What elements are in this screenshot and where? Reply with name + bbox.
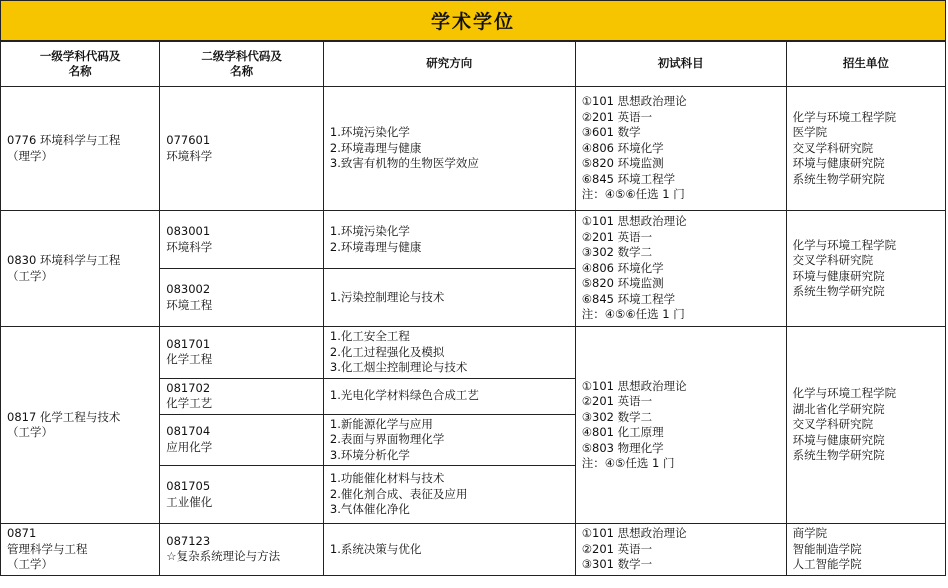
exam-subjects-cell-line: ④806 环境化学: [581, 260, 664, 275]
second-discipline-cell-line: 工业催化: [166, 494, 213, 509]
research-direction-cell-line: 2.催化剂合成、表征及应用: [329, 486, 468, 501]
header-first-discipline: [1, 42, 160, 87]
research-direction-cell-line: 2.表面与界面物理化学: [329, 432, 445, 446]
research-direction-cell-line: 3.气体催化净化: [329, 502, 410, 517]
admission-unit-cell-line: 系统生物学研究院: [792, 284, 885, 298]
first-discipline-cell-line: （工学）: [7, 425, 53, 439]
second-discipline-cell-line: 083001: [166, 224, 211, 238]
page-title: 学术学位: [0, 0, 946, 41]
research-direction-cell-line: 3.致害有机物的生物医学效应: [329, 156, 479, 171]
research-direction-cell: [323, 524, 575, 576]
admission-unit-cell-line: 医学院: [792, 125, 828, 140]
research-direction-cell: [323, 414, 575, 466]
second-discipline-cell: [160, 524, 324, 576]
second-discipline-cell-line: 环境科学: [166, 239, 213, 254]
first-discipline-cell-line: 0830 环境科学与工程: [7, 253, 121, 267]
exam-subjects-cell: [575, 327, 786, 524]
admission-unit-cell-line: 化学与环境工程学院: [792, 237, 897, 252]
second-discipline-cell: [160, 466, 324, 524]
research-direction-cell-line: 1.环境污染化学: [329, 224, 410, 238]
research-direction-cell-line: 1.环境污染化学: [329, 125, 410, 140]
exam-subjects-cell-line: ①101 思想政治理论: [581, 378, 687, 393]
header-line: 一级学科代码及: [39, 48, 121, 63]
first-discipline-cell-line: 管理科学与工程: [7, 541, 88, 556]
second-discipline-cell-line: 化学工艺: [166, 396, 213, 410]
header-row: [1, 42, 946, 87]
table-row: [1, 327, 946, 379]
header-admission-unit: [786, 42, 945, 87]
header-line: 名称: [68, 64, 92, 78]
second-discipline-cell-line: 化学工程: [166, 352, 213, 367]
admission-unit-cell-line: 智能制造学院: [792, 541, 862, 556]
header-research-direction: [323, 42, 575, 87]
first-discipline-cell-line: （理学）: [7, 148, 53, 163]
research-direction-cell-line: 2.环境毒理与健康: [329, 239, 422, 254]
admission-unit-cell-line: 交叉学科研究院: [792, 417, 874, 432]
exam-subjects-cell-line: ⑤820 环境监测: [581, 156, 664, 171]
admission-unit-cell-line: 交叉学科研究院: [792, 140, 874, 155]
exam-subjects-cell-line: 注：④⑤⑥任选 1 门: [581, 187, 685, 202]
first-discipline-cell: [1, 524, 160, 576]
degree-table: [0, 41, 946, 576]
research-direction-cell-line: 1.化工安全工程: [329, 329, 410, 343]
admission-unit-cell: [786, 327, 945, 524]
second-discipline-cell: [160, 414, 324, 466]
first-discipline-cell-line: （工学）: [7, 268, 53, 283]
admission-unit-cell-line: 人工智能学院: [792, 557, 862, 571]
exam-subjects-cell-line: ⑥845 环境工程学: [581, 171, 676, 186]
first-discipline-cell-line: 0817 化学工程与技术: [7, 409, 121, 424]
exam-subjects-cell-line: ⑤820 环境监测: [581, 276, 664, 291]
second-discipline-cell: [160, 327, 324, 379]
first-discipline-cell-line: 0776 环境科学与工程: [7, 133, 121, 147]
first-discipline-cell: [1, 211, 160, 327]
research-direction-cell: [323, 269, 575, 327]
exam-subjects-cell-line: ④806 环境化学: [581, 140, 664, 155]
admission-unit-cell: [786, 211, 945, 327]
admission-unit-cell-line: 环境与健康研究院: [792, 268, 885, 283]
second-discipline-cell-line: 081701: [166, 336, 211, 351]
second-discipline-cell: [160, 87, 324, 211]
admission-unit-cell-line: 系统生物学研究院: [792, 448, 885, 463]
exam-subjects-cell: [575, 524, 786, 576]
second-discipline-cell: [160, 378, 324, 414]
research-direction-cell-line: 2.化工过程强化及模拟: [329, 344, 445, 359]
research-direction-cell-line: 1.系统决策与优化: [329, 541, 422, 556]
second-discipline-cell-line: 081702: [166, 380, 211, 395]
exam-subjects-cell-line: ③301 数学一: [581, 557, 653, 571]
admission-unit-cell: [786, 524, 945, 576]
admission-unit-cell-line: 交叉学科研究院: [792, 253, 874, 267]
header-line: 招生单位: [842, 56, 889, 71]
admission-unit-cell-line: 环境与健康研究院: [792, 156, 885, 171]
header-exam-subjects: [575, 42, 786, 87]
exam-subjects-cell-line: ②201 英语一: [581, 109, 653, 124]
first-discipline-cell-line: （工学）: [7, 557, 53, 571]
second-discipline-cell-line: 081704: [166, 424, 211, 439]
second-discipline-cell-line: 083002: [166, 282, 211, 296]
exam-subjects-cell-line: ①101 思想政治理论: [581, 214, 687, 229]
admission-unit-cell: [786, 87, 945, 211]
second-discipline-cell: [160, 269, 324, 327]
research-direction-cell-line: 1.新能源化学与应用: [329, 416, 433, 431]
exam-subjects-cell-line: ⑥845 环境工程学: [581, 291, 676, 306]
exam-subjects-cell-line: ③302 数学二: [581, 245, 653, 260]
header-line: 初试科目: [657, 56, 704, 71]
admission-unit-cell-line: 化学与环境工程学院: [792, 109, 897, 124]
admission-unit-cell-line: 湖北省化学研究院: [792, 401, 885, 416]
table-row: [1, 211, 946, 269]
second-discipline-cell-line: 环境科学: [166, 148, 213, 163]
research-direction-cell: [323, 211, 575, 269]
first-discipline-cell: [1, 327, 160, 524]
exam-subjects-cell-line: ⑤803 物理化学: [581, 440, 664, 455]
admission-unit-cell-line: 环境与健康研究院: [792, 432, 885, 447]
second-discipline-cell-line: 环境工程: [166, 297, 213, 312]
table-row: [1, 87, 946, 211]
exam-subjects-cell: [575, 87, 786, 211]
research-direction-cell: [323, 87, 575, 211]
header-line: 研究方向: [426, 56, 473, 71]
exam-subjects-cell-line: 注：④⑤⑥任选 1 门: [581, 307, 685, 322]
second-discipline-cell-line: 077601: [166, 133, 211, 147]
research-direction-cell-line: 1.功能催化材料与技术: [329, 471, 445, 486]
header-line: 名称: [230, 64, 254, 78]
table-row: [1, 524, 946, 576]
exam-subjects-cell-line: ②201 英语一: [581, 229, 653, 244]
second-discipline-cell-line: 应用化学: [166, 439, 213, 454]
research-direction-cell-line: 3.环境分析化学: [329, 447, 410, 462]
exam-subjects-cell-line: ①101 思想政治理论: [581, 94, 687, 109]
exam-subjects-cell-line: ②201 英语一: [581, 394, 653, 408]
second-discipline-cell-line: ☆复杂系统理论与方法: [166, 549, 281, 564]
research-direction-cell-line: 2.环境毒理与健康: [329, 140, 422, 155]
exam-subjects-cell-line: ②201 英语一: [581, 541, 653, 556]
second-discipline-cell-line: 081705: [166, 479, 211, 493]
admission-unit-cell-line: 商学院: [792, 526, 828, 540]
exam-subjects-cell-line: 注：④⑤任选 1 门: [581, 456, 675, 470]
research-direction-cell-line: 1.光电化学材料绿色合成工艺: [329, 388, 479, 403]
exam-subjects-cell-line: ③601 数学: [581, 125, 641, 140]
exam-subjects-cell-line: ③302 数学二: [581, 409, 653, 424]
research-direction-cell-line: 3.化工烟尘控制理论与技术: [329, 360, 468, 374]
research-direction-cell: [323, 466, 575, 524]
exam-subjects-cell-line: ④801 化工原理: [581, 425, 664, 439]
first-discipline-cell-line: 0871: [7, 526, 37, 540]
header-line: 二级学科代码及: [201, 48, 282, 63]
admission-unit-cell-line: 化学与环境工程学院: [792, 386, 897, 401]
header-second-discipline: [160, 42, 324, 87]
research-direction-cell-line: 1.污染控制理论与技术: [329, 289, 445, 304]
second-discipline-cell-line: 087123: [166, 533, 211, 548]
second-discipline-cell: [160, 211, 324, 269]
first-discipline-cell: [1, 87, 160, 211]
admission-unit-cell-line: 系统生物学研究院: [792, 171, 885, 186]
research-direction-cell: [323, 378, 575, 414]
exam-subjects-cell-line: ①101 思想政治理论: [581, 526, 687, 540]
research-direction-cell: [323, 327, 575, 379]
exam-subjects-cell: [575, 211, 786, 327]
